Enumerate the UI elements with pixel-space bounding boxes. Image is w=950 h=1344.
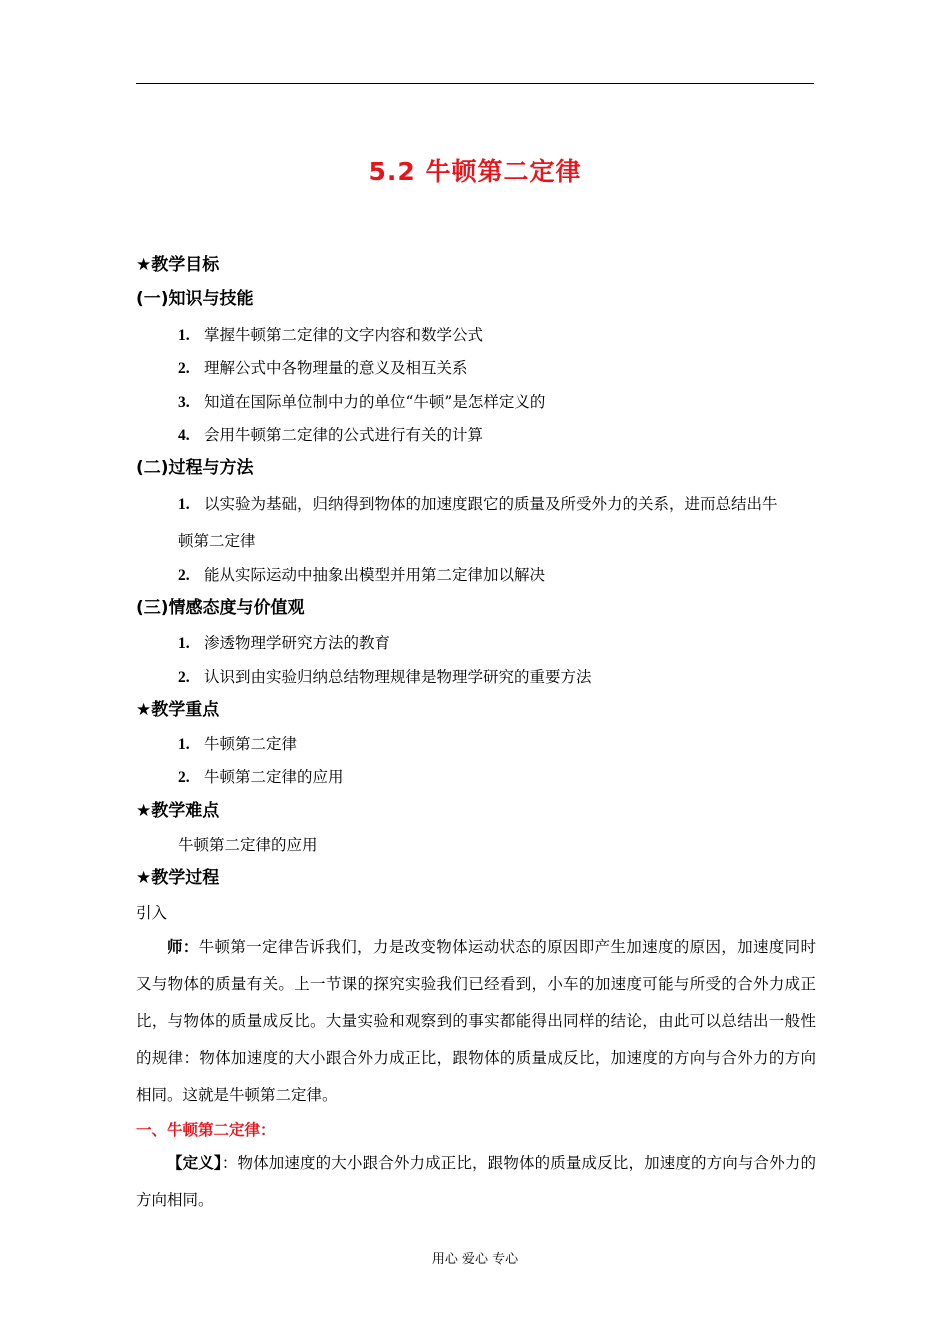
- definition-paragraph: 【定义】：物体加速度的大小跟合外力成正比，跟物体的质量成反比，加速度的方向与合外力的方向相同。: [136, 1153, 816, 1209]
- list-item: 1. 渗透物理学研究方法的教育: [178, 634, 391, 652]
- section-heading-difficulty: ★教学难点: [136, 801, 220, 821]
- list-item: 2. 牛顿第二定律的应用: [178, 768, 344, 786]
- list-item: 4. 会用牛顿第二定律的公式进行有关的计算: [178, 426, 484, 444]
- part-heading-newton-second-law: 一、牛顿第二定律：: [136, 1120, 276, 1139]
- list-item: 3. 知道在国际单位制中力的单位“牛顿”是怎样定义的: [178, 393, 546, 411]
- section-heading-objectives: ★教学目标: [136, 255, 220, 275]
- intro-label: 引入: [136, 904, 168, 922]
- list-item: 2. 认识到由实验归纳总结物理规律是物理学研究的重要方法: [178, 668, 592, 686]
- list-item: 2. 能从实际运动中抽象出模型并用第二定律加以解决: [178, 566, 546, 584]
- section-heading-focus: ★教学重点: [136, 700, 220, 720]
- list-item: 1. 掌握牛顿第二定律的文字内容和数学公式: [178, 326, 484, 344]
- list-item: 2. 理解公式中各物理量的意义及相互关系: [178, 359, 468, 377]
- page-footer: 用心 爱心 专心: [431, 1252, 519, 1267]
- teacher-paragraph: 师：牛顿第一定律告诉我们，力是改变物体运动状态的原因即产生加速度的原因，加速度同时又与物体的质量有关。上一节课的探究实验我们已经看到，小车的加速度可能与所受的合外力成正比，与物体的质量成反比。大量实验和观察到的事实都能得出同样的结论，由此可以总结出一般性的规律：物体加速度的大小跟合外力成正比，跟物体的质量成反比，加速度的方向与合外力的方向相同。这就是牛顿第二定律。: [136, 937, 816, 1104]
- difficulty-text: 牛顿第二定律的应用: [178, 836, 318, 854]
- list-item-continuation: 顿第二定律: [178, 532, 256, 550]
- teacher-label: 师：: [167, 937, 199, 956]
- list-item: 1. 以实验为基础，归纳得到物体的加速度跟它的质量及所受外力的关系，进而总结出牛: [178, 495, 778, 513]
- subheading-knowledge-skills: (一)知识与技能: [136, 289, 254, 309]
- subheading-emotion-values: (三)情感态度与价值观: [136, 598, 305, 618]
- subheading-process-method: (二)过程与方法: [136, 458, 254, 478]
- definition-label: 【定义】: [167, 1153, 222, 1172]
- list-item: 1. 牛顿第二定律: [178, 735, 298, 753]
- header-rule: [136, 83, 814, 84]
- page-title: 5.2 牛顿第二定律: [368, 157, 582, 186]
- section-heading-process: ★教学过程: [136, 868, 220, 888]
